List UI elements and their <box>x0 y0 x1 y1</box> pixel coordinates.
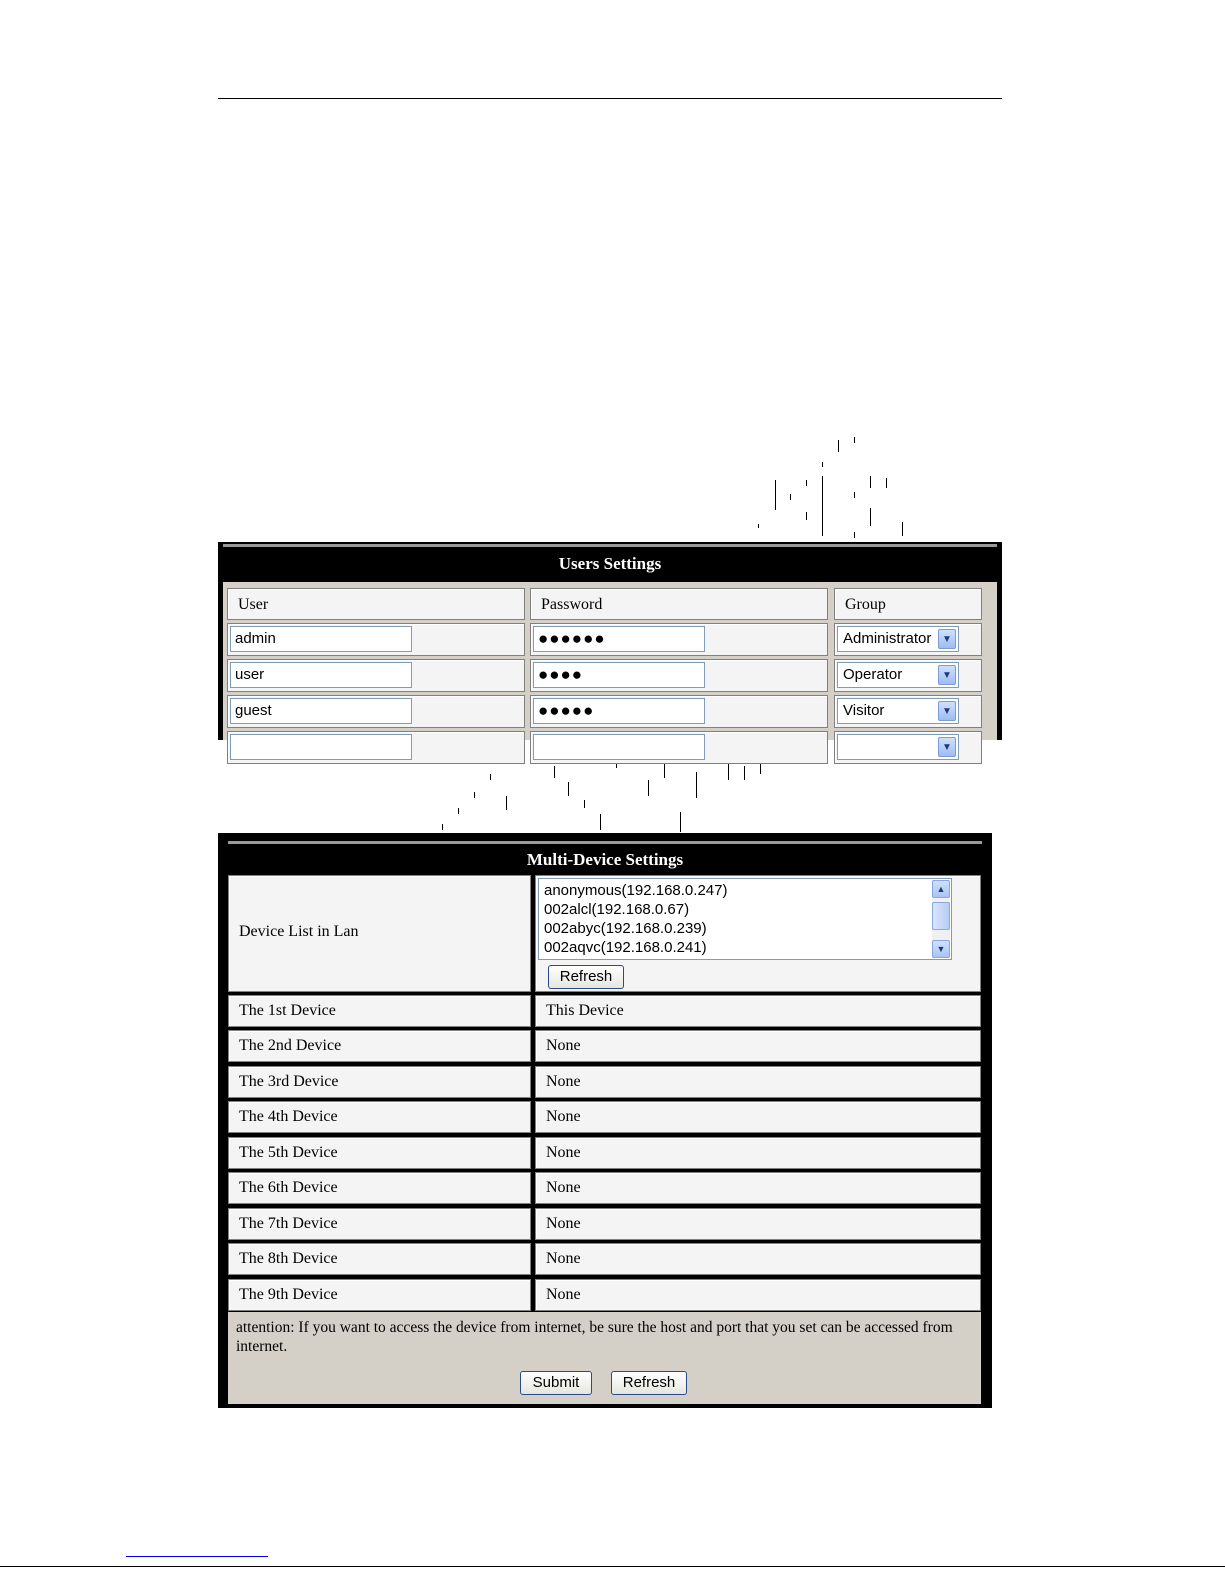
device-value-cell[interactable] <box>535 1172 981 1204</box>
group-select-value: Visitor <box>843 702 885 719</box>
device-list-label: Device List in Lan <box>239 923 359 940</box>
chevron-down-icon[interactable]: ▼ <box>938 737 956 757</box>
device-value-cell[interactable] <box>535 1208 981 1240</box>
footer-rule <box>0 1566 1225 1567</box>
group-select-value: Operator <box>843 666 903 683</box>
device-9-value: None <box>546 1286 581 1303</box>
password-field[interactable]: ●●●●●● <box>533 626 705 652</box>
device-label-cell <box>228 1243 531 1275</box>
scroll-up-icon[interactable]: ▲ <box>932 880 950 898</box>
device-label-cell <box>228 1208 531 1240</box>
attention-text: attention: If you want to access the device from internet, be sure the host and port that you set can be accessed from internet. <box>236 1319 953 1355</box>
device-7-label: The 7th Device <box>239 1215 338 1232</box>
device-6-value: None <box>546 1179 581 1196</box>
header-group <box>834 588 982 620</box>
scroll-thumb[interactable] <box>932 902 950 930</box>
device-4-label: The 4th Device <box>239 1108 338 1125</box>
device-1-label: The 1st Device <box>239 1002 336 1019</box>
device-5-label: The 5th Device <box>239 1144 338 1161</box>
table-row <box>834 659 982 692</box>
table-row <box>227 695 525 728</box>
table-row <box>227 731 525 764</box>
device-list-refresh-button[interactable]: Refresh <box>548 965 624 989</box>
device-label-cell <box>228 1030 531 1062</box>
device-8-value: None <box>546 1250 581 1267</box>
multi-device-settings-panel <box>218 833 992 1408</box>
users-settings-title: Users Settings <box>558 554 662 573</box>
device-label-cell <box>228 1279 531 1311</box>
list-item[interactable]: anonymous(192.168.0.247) <box>544 882 728 899</box>
header-user-label: User <box>238 596 269 613</box>
device-label-cell <box>228 1137 531 1169</box>
device-value-cell[interactable] <box>535 1279 981 1311</box>
device-list-cell <box>535 875 981 992</box>
group-select[interactable] <box>837 698 959 724</box>
header-group-label: Group <box>845 596 886 613</box>
device-label-cell <box>228 1101 531 1133</box>
device-label-cell <box>228 1066 531 1098</box>
device-value-cell[interactable] <box>535 1030 981 1062</box>
device-2-label: The 2nd Device <box>239 1037 342 1054</box>
list-item[interactable]: 002abyc(192.168.0.239) <box>544 920 707 937</box>
header-user <box>227 588 525 620</box>
chevron-down-icon[interactable]: ▼ <box>938 665 956 685</box>
header-password <box>530 588 828 620</box>
device-value-cell[interactable] <box>535 1137 981 1169</box>
username-field[interactable]: user <box>230 662 412 688</box>
list-item[interactable]: 002aqvc(192.168.0.241) <box>544 939 707 956</box>
device-value-cell[interactable] <box>535 1101 981 1133</box>
table-row <box>834 695 982 728</box>
password-field[interactable] <box>533 734 705 760</box>
device-value-cell[interactable] <box>535 1243 981 1275</box>
table-row <box>227 623 525 656</box>
device-5-value: None <box>546 1144 581 1161</box>
group-select[interactable] <box>837 626 959 652</box>
multi-panel-topline <box>228 841 982 844</box>
header-password-label: Password <box>541 596 603 613</box>
users-panel-topline <box>223 544 997 547</box>
users-settings-panel <box>218 542 1002 753</box>
device-value-cell[interactable] <box>535 1066 981 1098</box>
refresh-button[interactable]: Refresh <box>611 1371 687 1395</box>
table-row <box>530 731 828 764</box>
scroll-down-icon[interactable]: ▼ <box>932 940 950 958</box>
device-list-box[interactable] <box>538 878 952 960</box>
device-label-cell <box>228 995 531 1027</box>
table-row <box>834 731 982 764</box>
username-field[interactable]: guest <box>230 698 412 724</box>
device-6-label: The 6th Device <box>239 1179 338 1196</box>
table-row <box>530 695 828 728</box>
footer-link-underline <box>126 1556 268 1557</box>
list-item[interactable]: 002alcl(192.168.0.67) <box>544 901 690 918</box>
username-field[interactable]: admin <box>230 626 412 652</box>
device-value-cell[interactable] <box>535 995 981 1027</box>
device-2-value: None <box>546 1037 581 1054</box>
device-list-scrollbar[interactable] <box>932 880 950 958</box>
group-select-value: Administrator <box>843 630 932 647</box>
password-field[interactable]: ●●●● <box>533 662 705 688</box>
table-row <box>834 623 982 656</box>
device-list-items <box>544 881 727 957</box>
chevron-down-icon[interactable]: ▼ <box>938 701 956 721</box>
device-3-label: The 3rd Device <box>239 1073 339 1090</box>
group-select[interactable] <box>837 662 959 688</box>
device-7-value: None <box>546 1215 581 1232</box>
chevron-down-icon[interactable]: ▼ <box>938 629 956 649</box>
device-9-label: The 9th Device <box>239 1286 338 1303</box>
group-select[interactable] <box>837 734 959 760</box>
username-field[interactable] <box>230 734 412 760</box>
device-3-value: None <box>546 1073 581 1090</box>
users-table <box>223 582 997 753</box>
multi-footer <box>228 1312 981 1404</box>
submit-button[interactable]: Submit <box>520 1371 592 1395</box>
password-field[interactable]: ●●●●● <box>533 698 705 724</box>
device-4-value: None <box>546 1108 581 1125</box>
multi-device-settings-title: Multi-Device Settings <box>526 850 684 869</box>
header-rule <box>218 98 1002 99</box>
device-list-label-cell <box>228 875 531 992</box>
device-8-label: The 8th Device <box>239 1250 338 1267</box>
device-label-cell <box>228 1172 531 1204</box>
table-row <box>530 659 828 692</box>
table-row <box>227 659 525 692</box>
table-row <box>530 623 828 656</box>
device-1-value: This Device <box>546 1002 624 1019</box>
